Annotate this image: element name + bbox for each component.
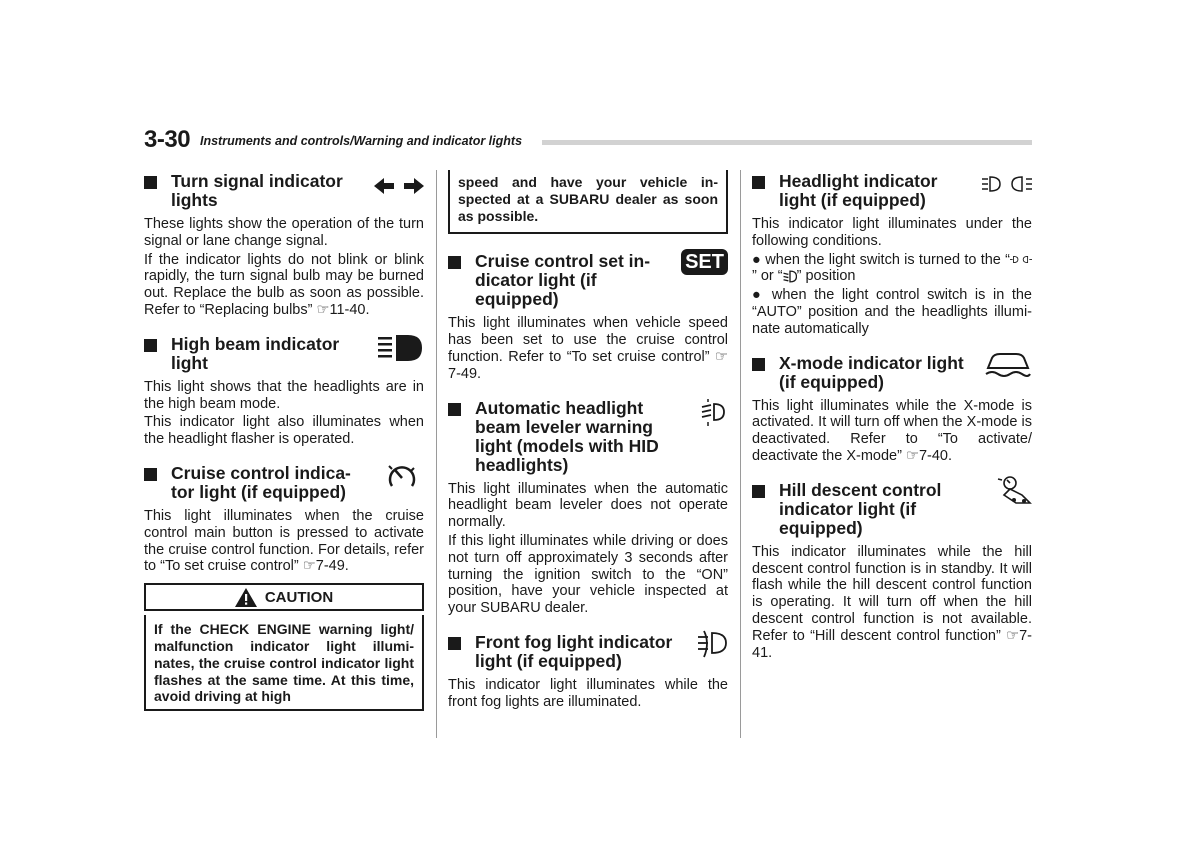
heading-bullet bbox=[144, 176, 157, 189]
page-header bbox=[144, 122, 1032, 156]
xmode-section bbox=[752, 354, 1032, 465]
fog-light-icon bbox=[696, 629, 728, 659]
paragraph: This light illuminates when the automatic headlight beam leveler does not operate normally. bbox=[448, 480, 728, 531]
bullet-text: ” position bbox=[796, 268, 856, 285]
heading-bullet bbox=[144, 468, 157, 481]
bullet-item: ● when the light control switch is in the “AUTO” position and the headlights illumi-nate automatically bbox=[752, 287, 1032, 337]
headlight-icon bbox=[982, 176, 1032, 192]
fog-heading: Front fog light indicator light (if equipped) bbox=[475, 631, 673, 671]
turn-arrows-icon bbox=[374, 176, 424, 196]
column-2 bbox=[448, 172, 728, 727]
paragraph: This indicator light also illuminates when the headlight flasher is operated. bbox=[144, 414, 424, 448]
paragraph: This light shows that the headlights are in the high beam mode. bbox=[144, 378, 424, 412]
headlight-section bbox=[752, 172, 1032, 338]
caution-continued bbox=[448, 170, 728, 234]
paragraph: This light illuminates when the cruise control main button is pressed to activate the cruise control function. For details, refer to “To set cruise control” ☞7-49. bbox=[144, 507, 424, 575]
high-beam-section bbox=[144, 335, 424, 448]
turn-signal-section bbox=[144, 172, 424, 319]
caution-body bbox=[144, 615, 424, 711]
bullet-item bbox=[752, 252, 1032, 286]
low-beam-small-icon bbox=[783, 270, 797, 283]
page-number: 3-30 bbox=[144, 126, 191, 153]
paragraph: This indicator light illuminates under the following conditions. bbox=[752, 216, 1032, 249]
bullet-text: ” or “ bbox=[752, 268, 783, 285]
hill-descent-icon bbox=[996, 473, 1032, 507]
paragraph: This light illuminates when vehicle speed has been set to use the cruise control function. Refer to “To set cruise control” ☞7-49. bbox=[448, 315, 728, 382]
set-indicator-icon: SET bbox=[681, 249, 728, 275]
paragraph: This indicator light illuminates while the front fog lights are illuminated. bbox=[448, 676, 728, 710]
cruise-indicator-section bbox=[144, 464, 424, 575]
fog-section bbox=[448, 633, 728, 711]
column-divider bbox=[436, 170, 437, 738]
paragraph: This indicator illuminates while the hill descent control function is in standby. It will flash while the hill descent control function is operating. It will turn off when the hill descent control function is not available. Refer to “Hill descent control function” ☞7-41. bbox=[752, 543, 1032, 661]
cruise-set-section bbox=[448, 252, 728, 382]
beam-leveler-icon bbox=[700, 399, 726, 427]
caution-label: CAUTION bbox=[264, 588, 334, 606]
heading-bullet bbox=[448, 637, 461, 650]
leveler-heading: Automatic headlight beam leveler warning light (models with HID headlights) bbox=[475, 397, 659, 475]
xmode-heading: X-mode indicator light (if equipped) bbox=[779, 352, 964, 392]
cruise-indicator-heading: Cruise control indica-tor light (if equipped) bbox=[171, 462, 351, 502]
paragraph: These lights show the operation of the turn signal or lane change signal. bbox=[144, 216, 424, 249]
warning-triangle-icon bbox=[235, 588, 257, 607]
hill-descent-heading: Hill descent control indicator light (if equipped) bbox=[779, 479, 942, 538]
heading-bullet bbox=[752, 485, 765, 498]
paragraph: If this light illuminates while driving or does not turn off approximately 3 seconds after turning the ignition switch to the “ON” position, have your vehicle inspected at your SUBARU dealer. bbox=[448, 532, 728, 617]
heading-bullet bbox=[448, 256, 461, 269]
leveler-section bbox=[448, 399, 728, 617]
caution-text: If the CHECK ENGINE warning light/ malfunction indicator light illumi-nates, the cruise control indicator light flashes at the same time. At this time, avoid driving at high bbox=[154, 621, 414, 705]
heading-bullet bbox=[144, 339, 157, 352]
caution-text: speed and have your vehicle in-spected at a SUBARU dealer as soon as possible. bbox=[458, 174, 718, 224]
high-beam-heading: High beam indicator light bbox=[171, 333, 340, 373]
heading-bullet bbox=[752, 176, 765, 189]
heading-bullet bbox=[448, 403, 461, 416]
paragraph: If the indicator lights do not blink or blink rapidly, the turn signal bulb may be burned out. Replace the bulb as soon as possible. Refer to “Replacing bulbs” ☞11-40. bbox=[144, 251, 424, 318]
caution-header bbox=[144, 583, 424, 611]
high-beam-icon bbox=[378, 333, 424, 363]
headlight-heading: Headlight indicator light (if equipped) bbox=[779, 171, 938, 210]
column-divider bbox=[740, 170, 741, 738]
headlight-small-icon bbox=[1010, 255, 1032, 264]
paragraph: This light illuminates while the X-mode is activated. It will turn off when the X-mode is deactivated. Refer to “To activate/ deactivate the X-mode” ☞7-40. bbox=[752, 397, 1032, 464]
column-1 bbox=[144, 172, 424, 711]
section-title: Instruments and controls/Warning and indicator lights bbox=[200, 134, 523, 148]
cruise-set-heading: Cruise control set in-dicator light (if equipped) bbox=[475, 251, 651, 310]
cruise-control-icon bbox=[386, 462, 418, 490]
turn-signal-heading: Turn signal indicator lights bbox=[171, 171, 343, 210]
hill-descent-section bbox=[752, 481, 1032, 662]
heading-bullet bbox=[752, 358, 765, 371]
column-3 bbox=[752, 172, 1032, 677]
x-mode-icon bbox=[984, 350, 1032, 380]
header-rule bbox=[542, 140, 1032, 145]
bullet-text: ● when the light switch is turned to the “ bbox=[752, 251, 1010, 268]
